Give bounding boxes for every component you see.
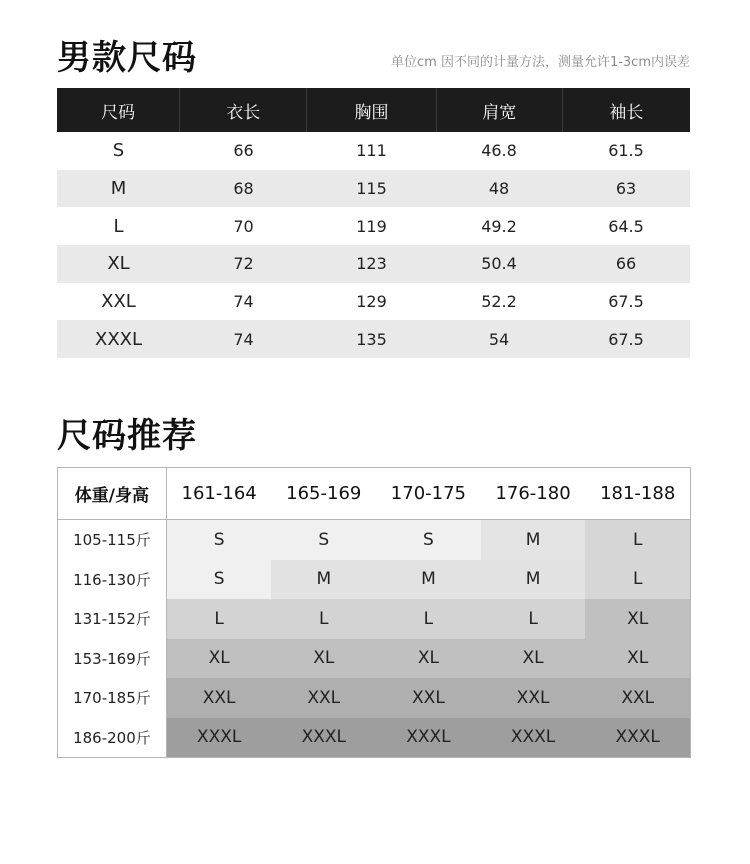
- height-header: 165-169: [286, 483, 362, 504]
- size-cell: L: [481, 599, 586, 639]
- table-cell: 49.2: [481, 216, 517, 236]
- size-cell: XXXL: [376, 718, 481, 758]
- table-cell: 74: [233, 292, 254, 312]
- size-cell: M: [481, 520, 586, 560]
- table-cell: XXL: [101, 291, 136, 313]
- size-cell: XXXL: [167, 718, 272, 758]
- table-cell: 66: [233, 141, 254, 161]
- table-cell: 67.5: [608, 292, 644, 312]
- table-cell: 70: [233, 216, 254, 236]
- size-cell: L: [167, 599, 272, 639]
- table-cell: 72: [233, 254, 254, 274]
- size-cell: S: [167, 520, 272, 560]
- table-cell: 67.5: [608, 329, 644, 349]
- table-cell: XXXL: [94, 328, 143, 350]
- table-row: [57, 283, 690, 321]
- weight-label: 131-152斤: [58, 599, 167, 639]
- size-cell: L: [585, 560, 690, 600]
- table-cell: 52.2: [481, 292, 517, 312]
- size-cell: L: [271, 599, 376, 639]
- size-cell: XL: [481, 639, 586, 679]
- table-cell: L: [113, 215, 124, 237]
- size-cell: L: [376, 599, 481, 639]
- header-shoulder: 肩宽: [436, 88, 562, 132]
- size-cell: XL: [585, 639, 690, 679]
- size-cell: XXXL: [271, 718, 376, 758]
- weight-label: 105-115斤: [58, 520, 167, 560]
- size-cell: XL: [271, 639, 376, 679]
- size-cell: L: [585, 520, 690, 560]
- table-cell: 74: [233, 329, 254, 349]
- table-cell: 48: [488, 179, 510, 199]
- header-length: 衣长: [179, 88, 306, 132]
- recommend-table: [57, 467, 691, 758]
- size-cell: S: [271, 520, 376, 560]
- size-cell: XL: [376, 639, 481, 679]
- table-cell: S: [112, 140, 125, 162]
- height-header: 176-180: [495, 483, 571, 504]
- header-sleeve: 袖长: [562, 88, 690, 132]
- size-cell: M: [481, 560, 586, 600]
- table-cell: 111: [356, 141, 387, 161]
- table-row: [57, 245, 690, 283]
- weight-label: 116-130斤: [58, 560, 167, 600]
- table-row: [58, 520, 690, 560]
- size-chart-title: 男款尺码: [57, 38, 197, 78]
- header-chest: 胸围: [306, 88, 435, 132]
- size-cell: S: [376, 520, 481, 560]
- table-cell: 54: [488, 329, 510, 349]
- size-cell: XXXL: [481, 718, 586, 758]
- table-cell: 115: [356, 179, 387, 199]
- table-cell: 135: [356, 329, 387, 349]
- size-table: [57, 88, 690, 358]
- weight-label: 170-185斤: [58, 678, 167, 718]
- table-cell: 61.5: [608, 141, 644, 161]
- table-cell: 63: [615, 179, 637, 199]
- size-cell: XXL: [585, 678, 690, 718]
- height-header: 181-188: [600, 483, 676, 504]
- table-row: [57, 170, 690, 208]
- size-cell: XXL: [481, 678, 586, 718]
- height-header: 170-175: [390, 483, 467, 504]
- table-cell: 119: [356, 216, 387, 236]
- weight-label: 186-200斤: [58, 718, 167, 758]
- size-cell: XL: [585, 599, 690, 639]
- size-cell: XXXL: [585, 718, 690, 758]
- table-row: [58, 599, 690, 639]
- size-table-header: [57, 88, 690, 132]
- corner-label: 体重/身高: [58, 468, 167, 519]
- table-row: [58, 718, 690, 758]
- recommend-title: 尺码推荐: [57, 416, 197, 456]
- size-cell: XXL: [271, 678, 376, 718]
- table-row: [58, 560, 690, 600]
- table-row: [57, 132, 690, 170]
- size-cell: XXL: [376, 678, 481, 718]
- table-cell: 64.5: [608, 216, 644, 236]
- table-row: [58, 639, 690, 679]
- size-cell: S: [167, 560, 272, 600]
- table-cell: 50.4: [481, 254, 517, 274]
- measurement-note: 单位cm 因不同的计量方法，测量允许1-3cm内误差: [391, 55, 690, 70]
- recommend-header: [58, 468, 690, 520]
- height-header: 161-164: [181, 483, 257, 504]
- size-cell: M: [376, 560, 481, 600]
- size-cell: XXL: [167, 678, 272, 718]
- table-cell: 46.8: [481, 141, 517, 161]
- table-row: [57, 207, 690, 245]
- table-cell: 68: [233, 179, 254, 199]
- header-size: 尺码: [101, 102, 136, 123]
- weight-label: 153-169斤: [58, 639, 167, 679]
- table-cell: XL: [107, 253, 130, 275]
- table-cell: 129: [356, 292, 387, 312]
- size-cell: M: [271, 560, 376, 600]
- size-cell: XL: [167, 639, 272, 679]
- table-cell: 123: [356, 254, 387, 274]
- table-cell: 66: [615, 254, 637, 274]
- table-row: [58, 678, 690, 718]
- table-cell: M: [110, 178, 127, 200]
- table-row: [57, 320, 690, 358]
